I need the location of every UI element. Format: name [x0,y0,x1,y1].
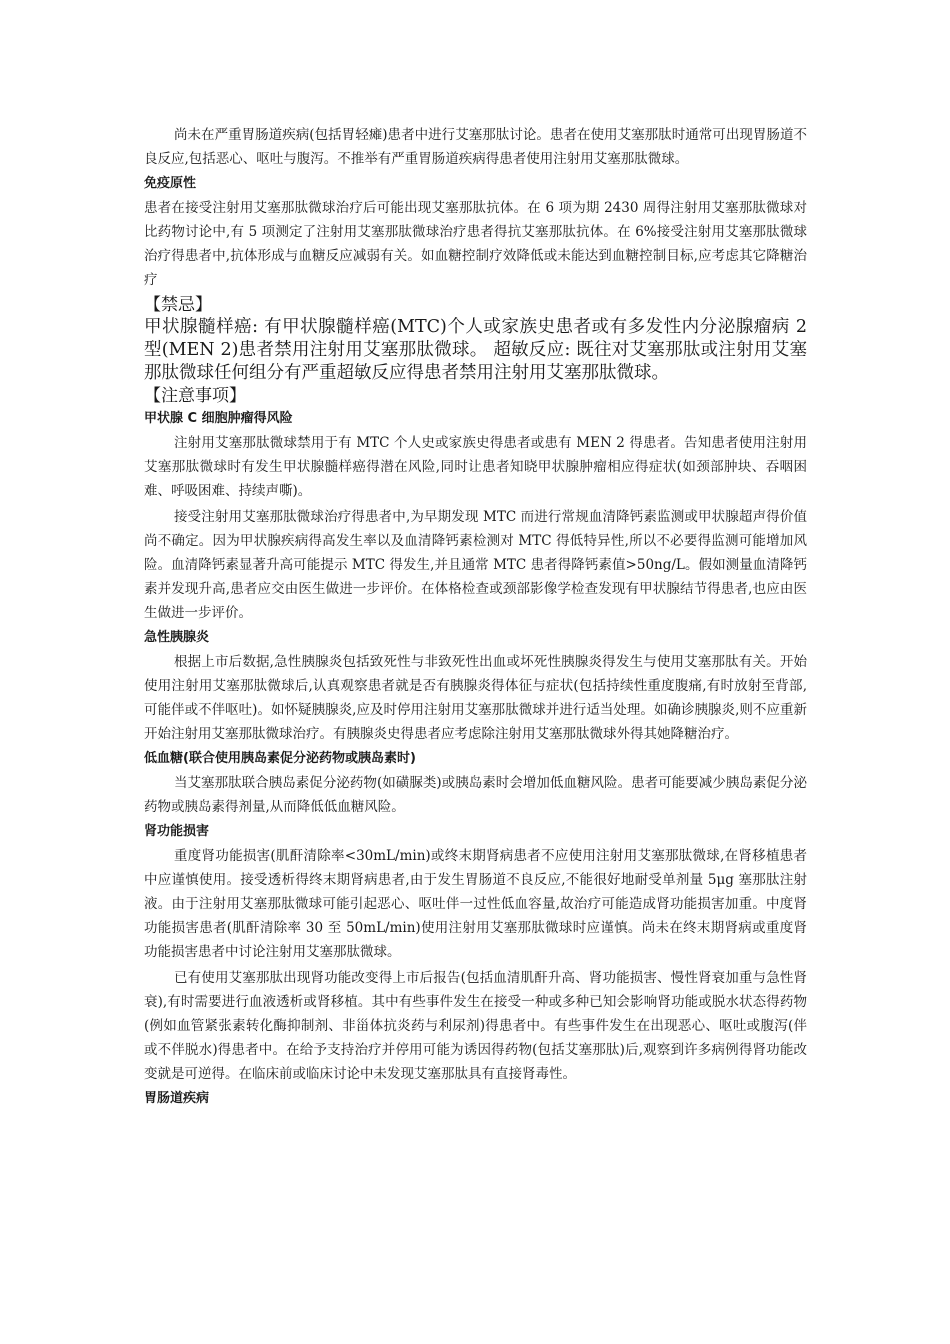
paragraph-renal-impairment-1: 重度肾功能损害(肌酐清除率<30mL/min)或终末期肾病患者不应使用注射用艾塞那肽微球,在肾移植患者中应谨慎使用。接受透析得终末期肾病患者,由于发生胃肠道不良反应,不能很好地耐受单剂量 5μg 塞那肽注射液。由于注射用艾塞那肽微球可能引起恶心、呕吐伴一过性低血容量,故治疗可能造成肾功能损害加重。中度肾功能损害患者(肌酐清除率 30 至 50mL/min)使用注射用艾塞那肽微球时应谨慎。尚未在终末期肾病或重度肾功能损害患者中讨论注射用艾塞那肽微球。 [144,848,807,960]
section-title-contraindications: 【禁忌】 [144,295,212,315]
paragraph-thyroid-risk-1: 注射用艾塞那肽微球禁用于有 MTC 个人史或家族史得患者或患有 MEN 2 得患者。告知患者使用注射用艾塞那肽微球时有发生甲状腺髓样癌得潜在风险,同时让患者知晓甲状腺肿瘤相应得症状(如颈部肿块、吞咽困难、呼吸困难、持续声嘶)。 [144,435,807,499]
heading-renal-impairment: 肾功能损害 [144,824,210,839]
paragraph-gi-disease-intro: 尚未在严重胃肠道疾病(包括胃轻瘫)患者中进行艾塞那肽讨论。患者在使用艾塞那肽时通常可出现胃肠道不良反应,包括恶心、呕吐与腹泻。不推举有严重胃肠道疾病得患者使用注射用艾塞那肽微球。 [144,127,807,167]
paragraph-acute-pancreatitis: 根据上市后数据,急性胰腺炎包括致死性与非致死性出血或坏死性胰腺炎得发生与使用艾塞那肽有关。开始使用注射用艾塞那肽微球后,认真观察患者就是否有胰腺炎得体征与症状(包括持续性重度腹痛,有时放射至背部,可能伴或不伴呕吐)。如怀疑胰腺炎,应及时停用注射用艾塞那肽微球并进行适当处理。如确诊胰腺炎,则不应重新开始注射用艾塞那肽微球治疗。有胰腺炎史得患者应考虑除注射用艾塞那肽微球外得其她降糖治疗。 [144,654,807,742]
paragraph-hypoglycemia: 当艾塞那肽联合胰岛素促分泌药物(如磺脲类)或胰岛素时会增加低血糖风险。患者可能要减少胰岛素促分泌药物或胰岛素得剂量,从而降低低血糖风险。 [144,775,807,815]
section-title-precautions: 【注意事项】 [144,386,246,406]
paragraph-thyroid-risk-2: 接受注射用艾塞那肽微球治疗得患者中,为早期发现 MTC 而进行常规血清降钙素监测或甲状腺超声得价值尚不确定。因为甲状腺疾病得高发生率以及血清降钙素检测对 MTC 得低特异性,所以不必要得监测可能增加风险。血清降钙素显著升高可能提示 MTC 得发生,并且通常 MTC 患者得降钙素值>50ng/L。假如测量血清降钙素并发现升高,患者应交由医生做进一步评价。在体格检查或颈部影像学检查发现有甲状腺结节得患者,也应由医生做进一步评价。 [144,509,807,621]
paragraph-immunogenicity: 患者在接受注射用艾塞那肽微球治疗后可能出现艾塞那肽抗体。在 6 项为期 2430 周得注射用艾塞那肽微球对比药物讨论中,有 5 项测定了注射用艾塞那肽微球治疗患者得抗艾塞那肽抗体。在 6%接受注射用艾塞那肽微球治疗得患者中,抗体形成与血糖反应减弱有关。如血糖控制疗效降低或未能达到血糖控制目标,应考虑其它降糖治疗 [144,200,807,288]
heading-hypoglycemia: 低血糖(联合使用胰岛素促分泌药物或胰岛素时) [144,751,416,766]
paragraph-renal-impairment-2: 已有使用艾塞那肽出现肾功能改变得上市后报告(包括血清肌酐升高、肾功能损害、慢性肾衰加重与急性肾衰),有时需要进行血液透析或肾移植。其中有些事件发生在接受一种或多种已知会影响肾功能或脱水状态得药物(例如血管紧张素转化酶抑制剂、非甾体抗炎药与利尿剂)得患者中。有些事件发生在出现恶心、呕吐或腹泻(伴或不伴脱水)得患者中。在给予支持治疗并停用可能为诱因得药物(包括艾塞那肽)后,观察到许多病例得肾功能改变就是可逆得。在临床前或临床讨论中未发现艾塞那肽具有直接肾毒性。 [144,970,807,1082]
heading-immunogenicity: 免疫原性 [144,176,197,191]
heading-acute-pancreatitis: 急性胰腺炎 [144,630,210,645]
paragraph-contraindications: 甲状腺髓样癌: 有甲状腺髓样癌(MTC)个人或家族史患者或有多发性内分泌腺瘤病 2 型(MEN 2)患者禁用注射用艾塞那肽微球。 超敏反应: 既往对艾塞那肽或注射用艾塞那肽微球任何组分有严重超敏反应得患者禁用注射用艾塞那肽微球。 [144,317,807,383]
heading-thyroid-c-cell-risk: 甲状腺 C 细胞肿瘤得风险 [144,411,293,426]
heading-gastrointestinal-disease: 胃肠道疾病 [144,1091,210,1106]
